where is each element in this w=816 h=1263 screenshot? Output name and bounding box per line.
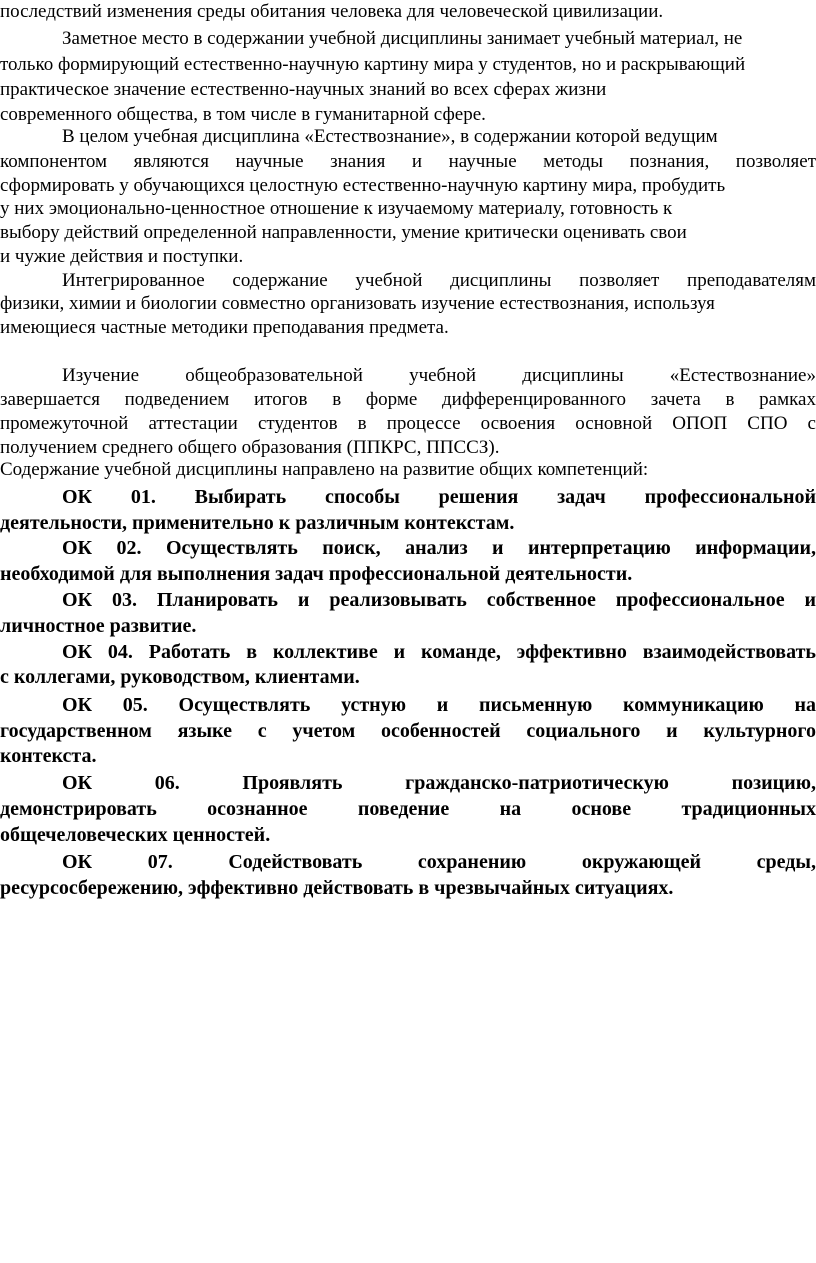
text-line: у них эмоционально-ценностное отношение к изучаемому материалу, готовность к: [0, 198, 673, 219]
text-line: контекста.: [0, 745, 97, 767]
text-line: имеющиеся частные методики преподавания предмета.: [0, 317, 449, 338]
text-line: ОК 02. Осуществлять поиск, анализ и интерпретацию информации,: [62, 537, 816, 559]
text-line: получением среднего общего образования (ППКРС, ППССЗ).: [0, 437, 500, 458]
text-line: государственном языке с учетом особенностей социального и культурного: [0, 720, 816, 742]
text-line: сформировать у обучающихся целостную естественно-научную картину мира, пробудить: [0, 175, 726, 196]
text-line: компонентом являются научные знания и научные методы познания, позволяет: [0, 151, 816, 172]
text-line: Заметное место в содержании учебной дисциплины занимает учебный материал, не: [62, 28, 743, 49]
text-line: завершается подведением итогов в форме дифференцированного зачета в рамках: [0, 389, 816, 410]
text-line: практическое значение естественно-научных знаний во всех сферах жизни: [0, 79, 607, 100]
text-line: только формирующий естественно-научную картину мира у студентов, но и раскрывающий: [0, 54, 746, 75]
text-line: деятельности, применительно к различным контекстам.: [0, 512, 515, 534]
text-line: Изучение общеобразовательной учебной дисциплины «Естествознание»: [62, 365, 816, 386]
text-line: промежуточной аттестации студентов в процессе освоения основной ОПОП СПО с: [0, 413, 816, 434]
text-line: физики, химии и биологии совместно организовать изучение естествознания, используя: [0, 293, 715, 314]
text-line: ОК 03. Планировать и реализовывать собственное профессиональное и: [62, 589, 816, 611]
text-line: необходимой для выполнения задач профессиональной деятельности.: [0, 563, 633, 585]
text-line: и чужие действия и поступки.: [0, 246, 244, 267]
text-line: ОК 04. Работать в коллективе и команде, эффективно взаимодействовать: [62, 641, 816, 663]
text-line: выбору действий определенной направленности, умение критически оценивать свои: [0, 222, 687, 243]
text-line: современного общества, в том числе в гуманитарной сфере.: [0, 104, 486, 125]
text-line: ОК 06. Проявлять гражданско-патриотическую позицию,: [62, 772, 816, 794]
text-line: последствий изменения среды обитания человека для человеческой цивилизации.: [0, 1, 664, 22]
text-line: общечеловеческих ценностей.: [0, 824, 271, 846]
text-line: ОК 05. Осуществлять устную и письменную коммуникацию на: [62, 694, 816, 716]
text-line: В целом учебная дисциплина «Естествознание», в содержании которой ведущим: [62, 126, 718, 147]
text-line: личностное развитие.: [0, 615, 197, 637]
text-line: демонстрировать осознанное поведение на основе традиционных: [0, 798, 816, 820]
text-line: Содержание учебной дисциплины направлено на развитие общих компетенций:: [0, 459, 649, 480]
text-line: ОК 07. Содействовать сохранению окружающей среды,: [62, 851, 816, 873]
text-line: Интегрированное содержание учебной дисциплины позволяет преподавателям: [62, 270, 816, 291]
text-line: ОК 01. Выбирать способы решения задач профессиональной: [62, 486, 816, 508]
text-line: с коллегами, руководством, клиентами.: [0, 666, 360, 688]
text-line: ресурсосбережению, эффективно действовать в чрезвычайных ситуациях.: [0, 877, 674, 899]
